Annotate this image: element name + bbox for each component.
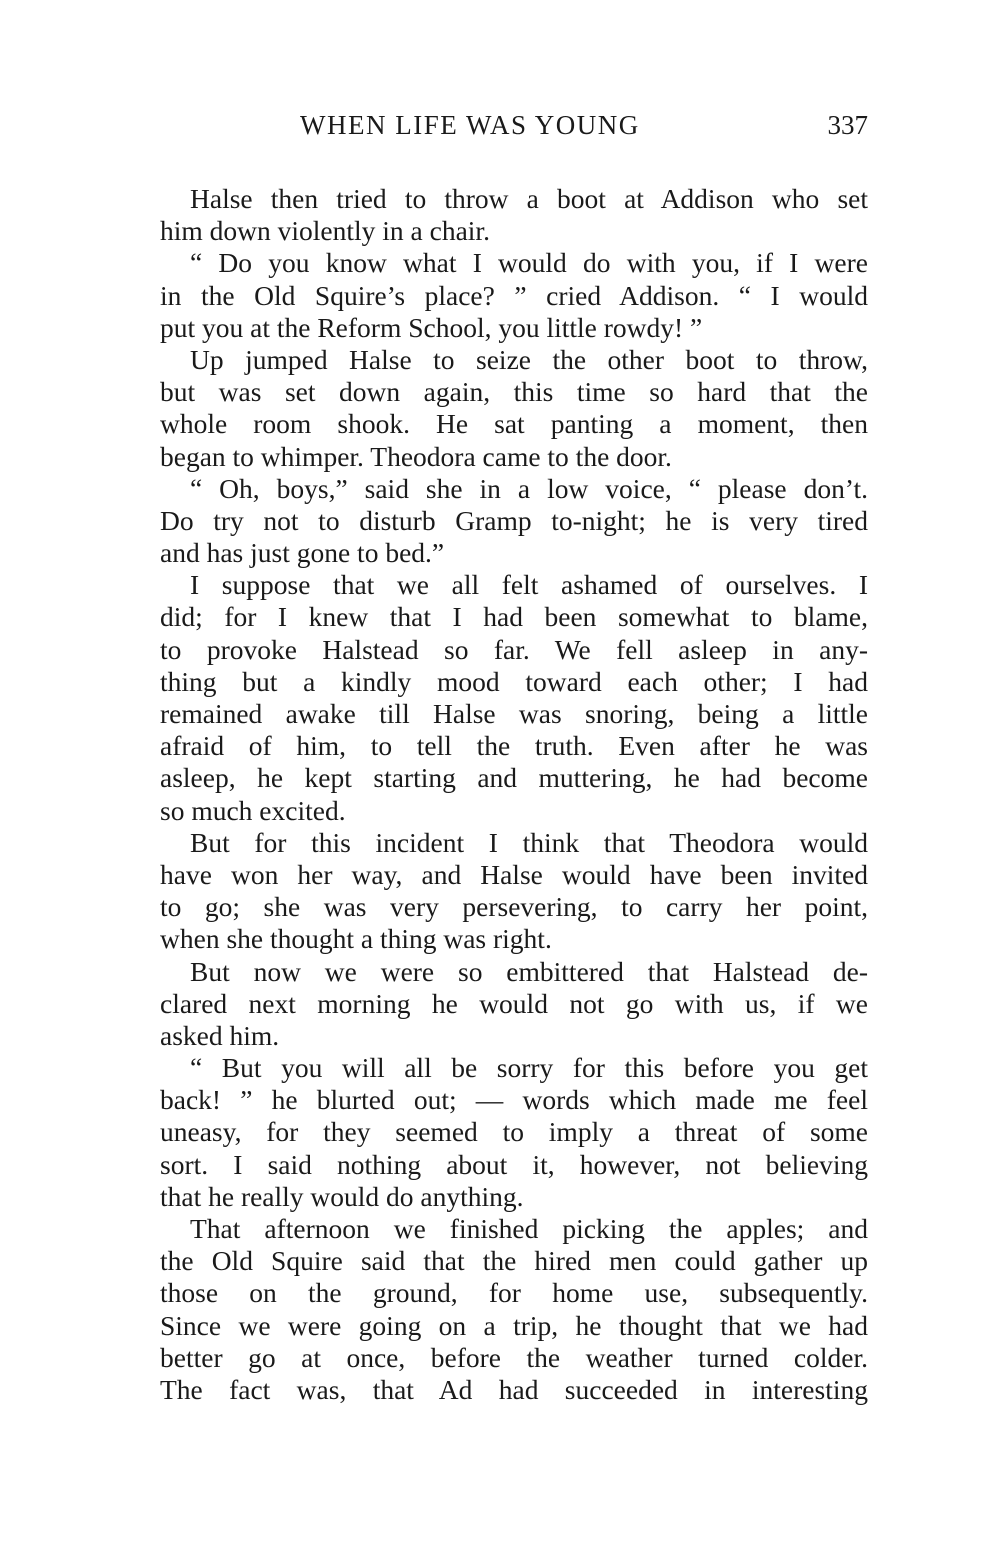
text-line: but was set down again, this time so hard that the bbox=[160, 376, 868, 408]
text-line: back! ” he blurted out; — words which made me feel bbox=[160, 1084, 868, 1116]
text-line: thing but a kindly mood toward each other; I had bbox=[160, 665, 868, 697]
text-line: Do try not to disturb Gramp to-night; he is very tired bbox=[160, 504, 868, 536]
text-line: did; for I knew that I had been somewhat to blame, bbox=[160, 601, 868, 633]
text-line: sort. I said nothing about it, however, not believing bbox=[160, 1148, 868, 1180]
text-line: in the Old Squire’s place? ” cried Addison. “ I would bbox=[160, 279, 868, 311]
text-line: him down violently in a chair. bbox=[160, 215, 490, 247]
text-line: afraid of him, to tell the truth. Even after he was bbox=[160, 730, 868, 762]
page-number: 337 bbox=[827, 110, 868, 140]
text-line: Since we were going on a trip, he thought that we had bbox=[160, 1309, 868, 1341]
text-line: clared next morning he would not go with us, if we bbox=[160, 987, 868, 1019]
text-line: began to whimper. Theodora came to the door. bbox=[160, 440, 672, 472]
text-line: That afternoon we finished picking the apples; and bbox=[190, 1213, 868, 1244]
text-line: whole room shook. He sat panting a moment, then bbox=[160, 408, 868, 440]
text-line: asleep, he kept starting and muttering, he had become bbox=[160, 762, 868, 794]
text-line: “ Do you know what I would do with you, if I were bbox=[190, 247, 868, 279]
text-line: asked him. bbox=[160, 1019, 280, 1051]
body-text bbox=[160, 183, 868, 1406]
text-line: But now we were so embittered that Halstead de- bbox=[190, 955, 868, 987]
text-line: “ But you will all be sorry for this before you get bbox=[190, 1052, 868, 1084]
text-line: Halse then tried to throw a boot at Addison who set bbox=[190, 183, 868, 214]
running-title: WHEN LIFE WAS YOUNG bbox=[300, 110, 640, 140]
text-line: to go; she was very persevering, to carry her point, bbox=[160, 891, 868, 923]
text-line: But for this incident I think that Theodora would bbox=[190, 826, 868, 858]
text-line: “ Oh, boys,” said she in a low voice, “ please don’t. bbox=[190, 472, 868, 504]
text-line: and has just gone to bed.” bbox=[160, 537, 445, 569]
text-line: so much excited. bbox=[160, 794, 346, 826]
text-line: The fact was, that Ad had succeeded in interesting bbox=[160, 1373, 868, 1405]
text-line: when she thought a thing was right. bbox=[160, 923, 552, 955]
text-line: uneasy, for they seemed to imply a threat of some bbox=[160, 1116, 868, 1148]
text-line: Up jumped Halse to seize the other boot to throw, bbox=[190, 343, 868, 375]
text-line: that he really would do anything. bbox=[160, 1180, 524, 1212]
text-line: have won her way, and Halse would have been invited bbox=[160, 858, 868, 890]
text-line: I suppose that we all felt ashamed of ourselves. I bbox=[190, 569, 868, 601]
text-line: to provoke Halstead so far. We fell asleep in any- bbox=[160, 633, 868, 665]
running-head bbox=[160, 110, 868, 150]
text-line: remained awake till Halse was snoring, being a little bbox=[160, 698, 868, 729]
text-line: put you at the Reform School, you little rowdy! ” bbox=[160, 311, 703, 343]
text-line: the Old Squire said that the hired men could gather up bbox=[160, 1245, 868, 1277]
text-line: better go at once, before the weather turned colder. bbox=[160, 1341, 868, 1373]
text-line: those on the ground, for home use, subsequently. bbox=[160, 1277, 868, 1309]
